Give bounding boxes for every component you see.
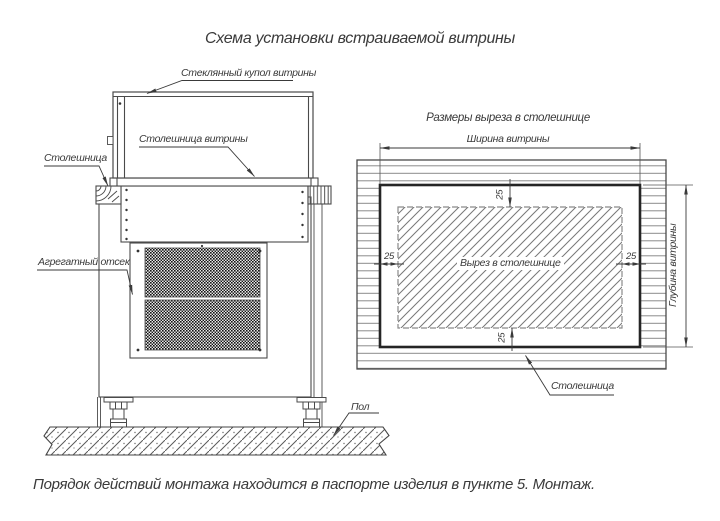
- side-view-drawing: [44, 92, 389, 455]
- countertop-label-right: Столешница: [551, 380, 614, 392]
- floor-section: [44, 427, 389, 455]
- depth-dimension-label: Глубина витрины: [666, 223, 679, 307]
- offset-top-value: 25: [494, 189, 506, 200]
- embedded-section: [121, 186, 308, 242]
- countertop-section-right: [308, 186, 331, 204]
- dome-hinge-knob: [108, 137, 114, 145]
- installation-note: Порядок действий монтажа находится в паспорте изделия в пункте 5. Монтаж.: [33, 476, 595, 493]
- vitrine-countertop-bar: [110, 178, 318, 186]
- ventilation-grille-bottom: [145, 300, 260, 350]
- ventilation-grille-top: [145, 248, 260, 297]
- vitrine-countertop-label: Столешница витрины: [139, 133, 248, 145]
- offset-right-value: 25: [626, 251, 636, 262]
- glass-dome-label: Стеклянный купол витрины: [181, 67, 317, 79]
- unit-compartment-label: Агрегатный отсек: [38, 256, 130, 268]
- width-dimension-label: Ширина витрины: [466, 133, 550, 145]
- cutout-label: Вырез в столешнице: [457, 257, 564, 270]
- page-title: Схема установки встраиваемой витрины: [204, 30, 516, 47]
- adjustable-leg-left: [104, 398, 133, 428]
- floor-label: Пол: [351, 401, 370, 413]
- offset-bottom-value: 25: [496, 332, 508, 343]
- cutout-plan-heading: Размеры выреза в столешнице: [426, 112, 590, 124]
- countertop-label-left: Столешница: [44, 152, 107, 164]
- offset-left-value: 25: [384, 251, 394, 262]
